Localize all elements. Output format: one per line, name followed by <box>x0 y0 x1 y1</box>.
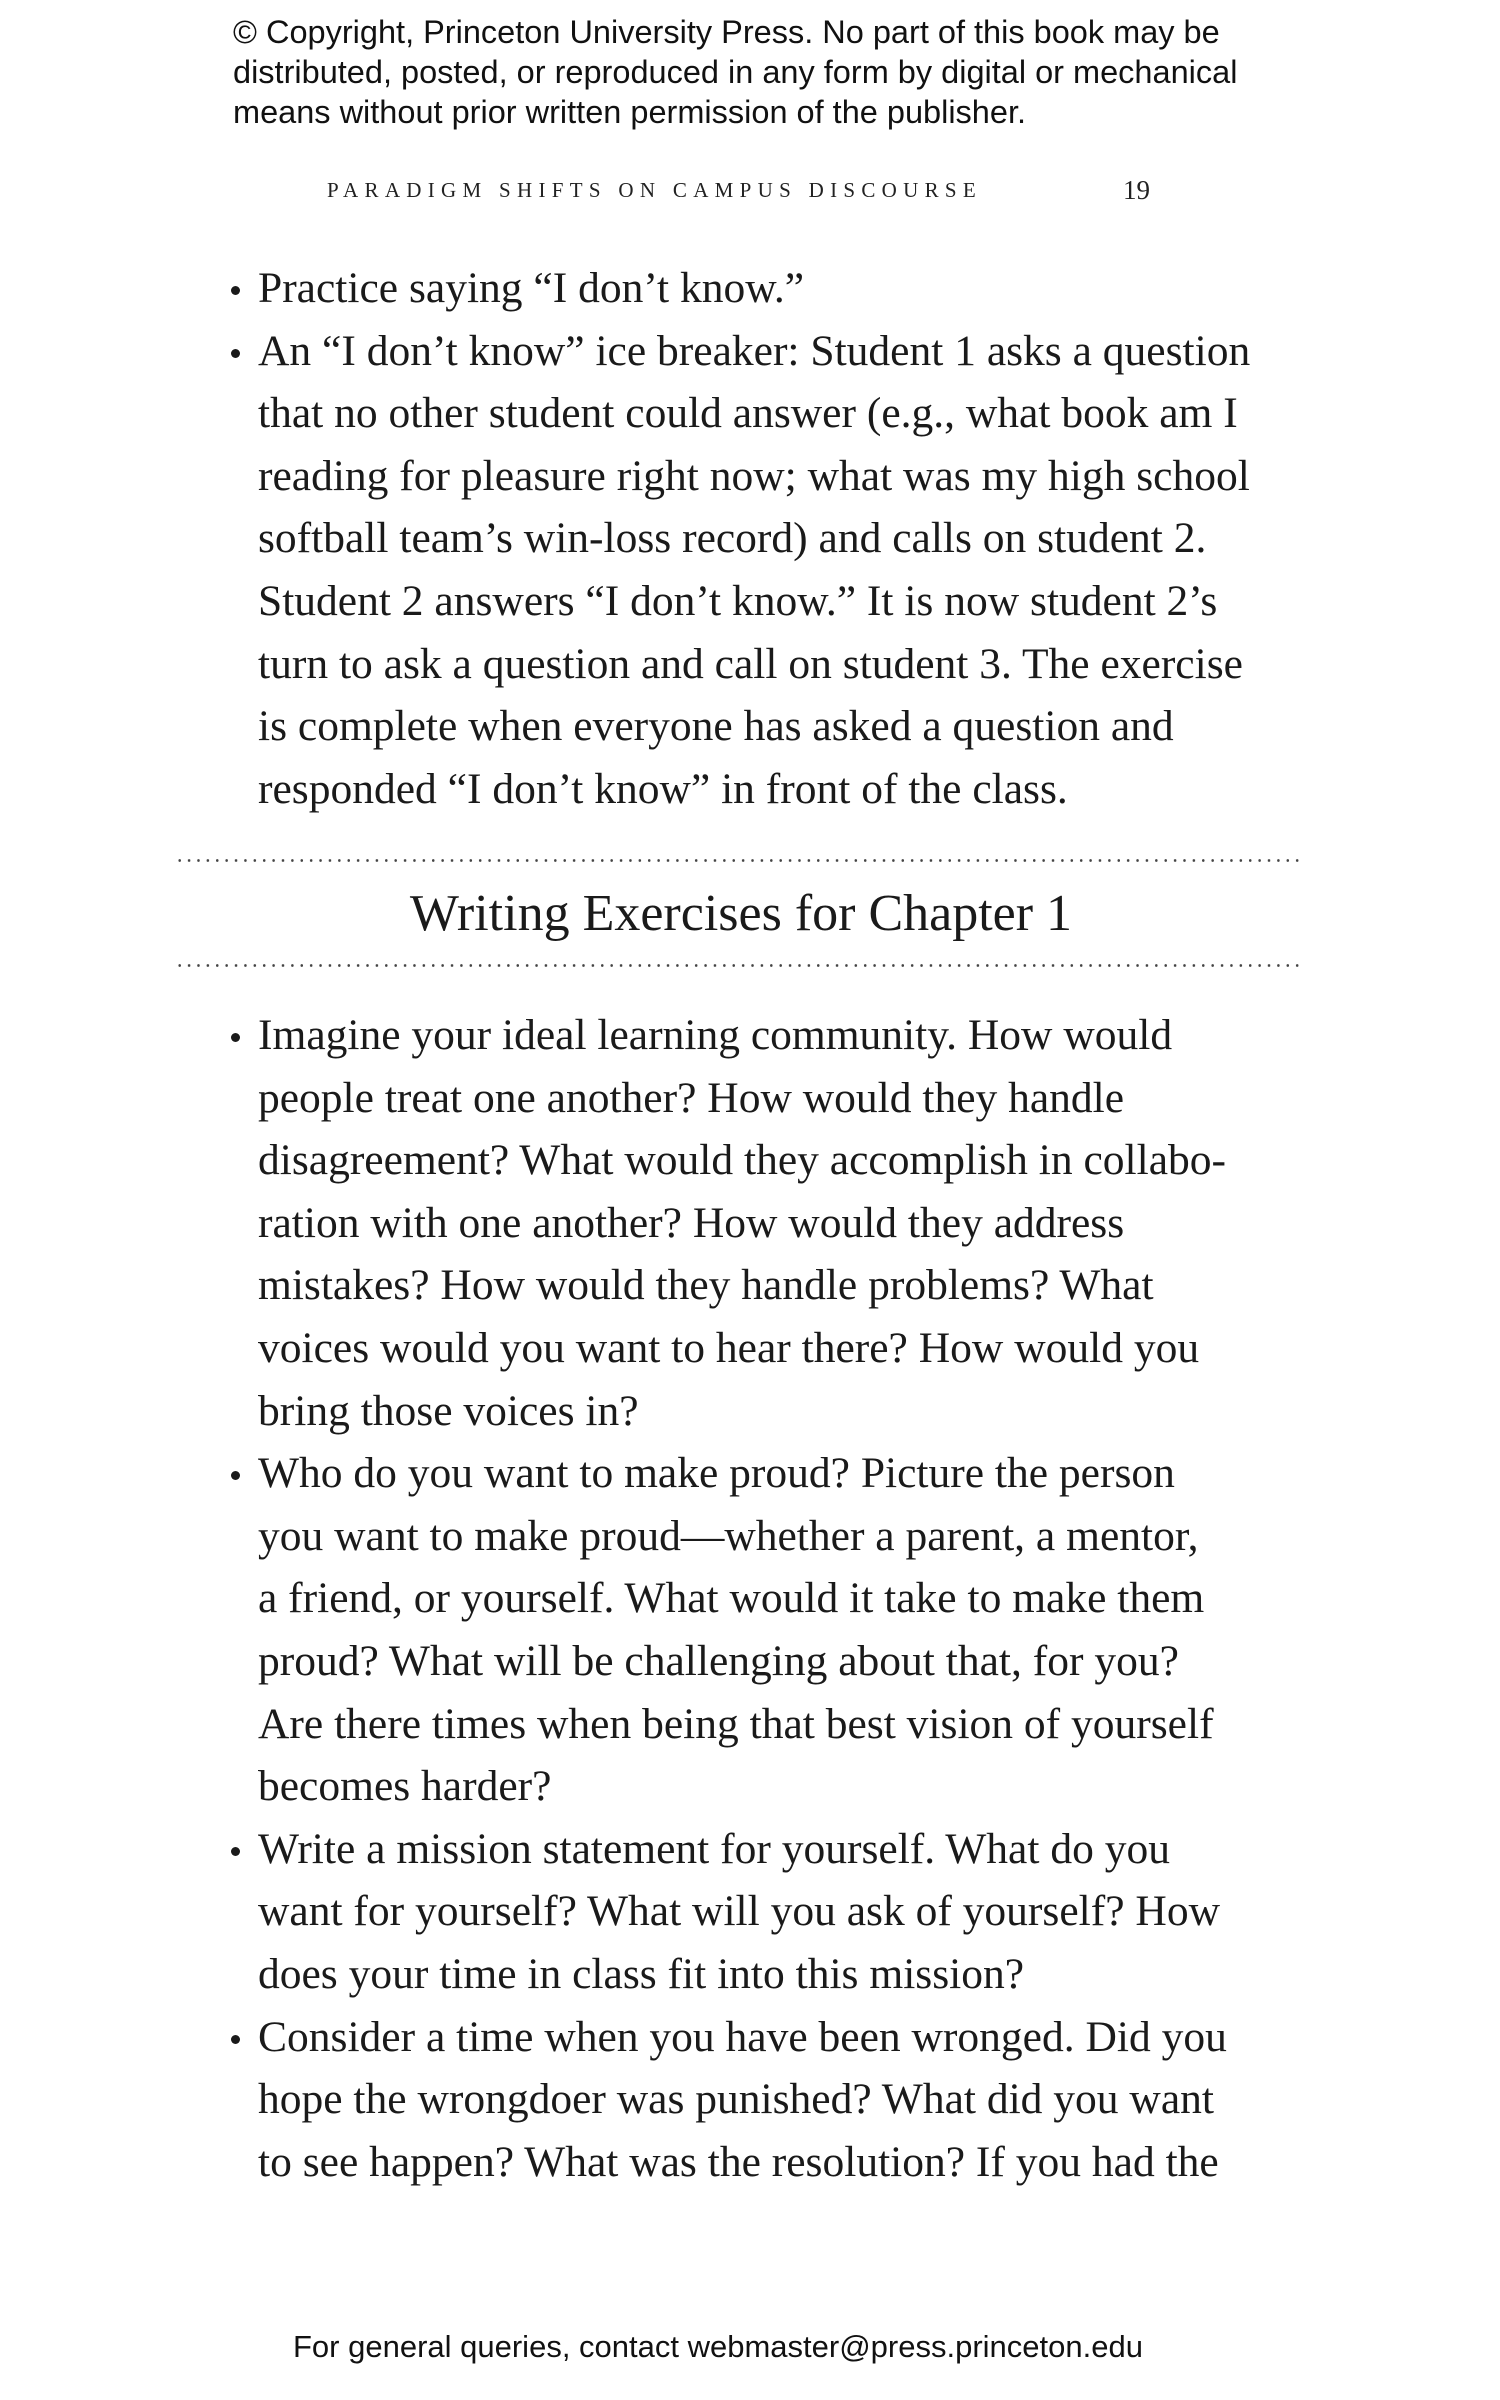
list-item-line: responded “I don’t know” in front of the class. <box>258 764 1068 813</box>
list-item-line: Practice saying “I don’t know.” <box>258 264 805 312</box>
list-item-line: Who do you want to make proud? Picture the person <box>258 1449 1175 1498</box>
page-number: 19 <box>1123 175 1150 205</box>
dotted-rule-bottom <box>175 964 1302 967</box>
list-item-line: hope the wrongdoer was punished? What did you want <box>258 2075 1214 2124</box>
list-item-line: reading for pleasure right now; what was my high school <box>258 451 1250 500</box>
list-item <box>0 1442 1500 1818</box>
copyright-notice <box>233 12 1313 132</box>
list-item <box>0 320 1500 821</box>
list-item-line: Student 2 answers “I don’t know.” It is now student 2’s <box>258 576 1218 625</box>
bullet-icon <box>231 1847 240 1856</box>
list-item-line: that no other student could answer (e.g., what book am I <box>258 389 1238 438</box>
list-item-line: proud? What will be challenging about that, for you? <box>258 1636 1179 1685</box>
bullet-icon <box>231 1033 240 1042</box>
list-item <box>0 1004 1500 1442</box>
list-item-line: Are there times when being that best vision of yourself <box>258 1699 1214 1748</box>
running-head-title: PARADIGM SHIFTS ON CAMPUS DISCOURSE <box>327 178 982 202</box>
list-item-line: to see happen? What was the resolution? If you had the <box>258 2137 1219 2186</box>
list-item-line: disagreement? What would they accomplish in collabo- <box>258 1136 1226 1185</box>
bullet-icon <box>231 2035 240 2044</box>
list-item-line: people treat one another? How would they handle <box>258 1073 1125 1122</box>
dotted-rule-top <box>175 859 1302 862</box>
bullet-icon <box>231 349 240 358</box>
bullet-icon <box>231 286 240 295</box>
list-item-line: want for yourself? What will you ask of yourself? How <box>258 1887 1220 1936</box>
bullet-icon <box>231 1471 240 1480</box>
running-head <box>327 176 1167 204</box>
list-item-line: voices would you want to hear there? How would you <box>258 1323 1200 1372</box>
list-item-line: Write a mission statement for yourself. What do you <box>258 1824 1170 1873</box>
list-item-line: ration with one another? How would they address <box>258 1198 1125 1247</box>
list-item-line: turn to ask a question and call on student 3. The exercise <box>258 639 1243 688</box>
list-item-line: a friend, or yourself. What would it take to make them <box>258 1574 1205 1623</box>
footer-contact: For general queries, contact webmaster@press.princeton.edu <box>293 2329 1143 2364</box>
copyright-line: means without prior written permission of the publisher. <box>233 94 1027 130</box>
list-item-line: mistakes? How would they handle problems? What <box>258 1261 1154 1310</box>
list-item <box>0 257 1500 320</box>
copyright-line: distributed, posted, or reproduced in any form by digital or mechanical <box>233 54 1238 90</box>
list-item-line: Consider a time when you have been wronged. Did you <box>258 2012 1227 2061</box>
list-item-line: Imagine your ideal learning community. How would <box>258 1011 1173 1059</box>
top-bullet-list <box>0 257 1500 820</box>
copyright-line: © Copyright, Princeton University Press. No part of this book may be <box>233 14 1220 50</box>
section-heading: Writing Exercises for Chapter 1 <box>409 885 1073 942</box>
list-item-line: becomes harder? <box>258 1762 552 1811</box>
exercise-bullet-list <box>0 1004 1500 2193</box>
list-item-line: does your time in class fit into this mission? <box>258 1949 1025 1998</box>
list-item-line: you want to make proud—whether a parent, a mentor, <box>258 1511 1199 1560</box>
list-item-line: An “I don’t know” ice breaker: Student 1 asks a question <box>258 326 1251 375</box>
list-item <box>0 2006 1500 2194</box>
list-item-line: is complete when everyone has asked a question and <box>258 702 1174 751</box>
list-item <box>0 1818 1500 2006</box>
list-item-line: bring those voices in? <box>258 1386 639 1435</box>
list-item-line: softball team’s win-loss record) and calls on student 2. <box>258 514 1207 563</box>
